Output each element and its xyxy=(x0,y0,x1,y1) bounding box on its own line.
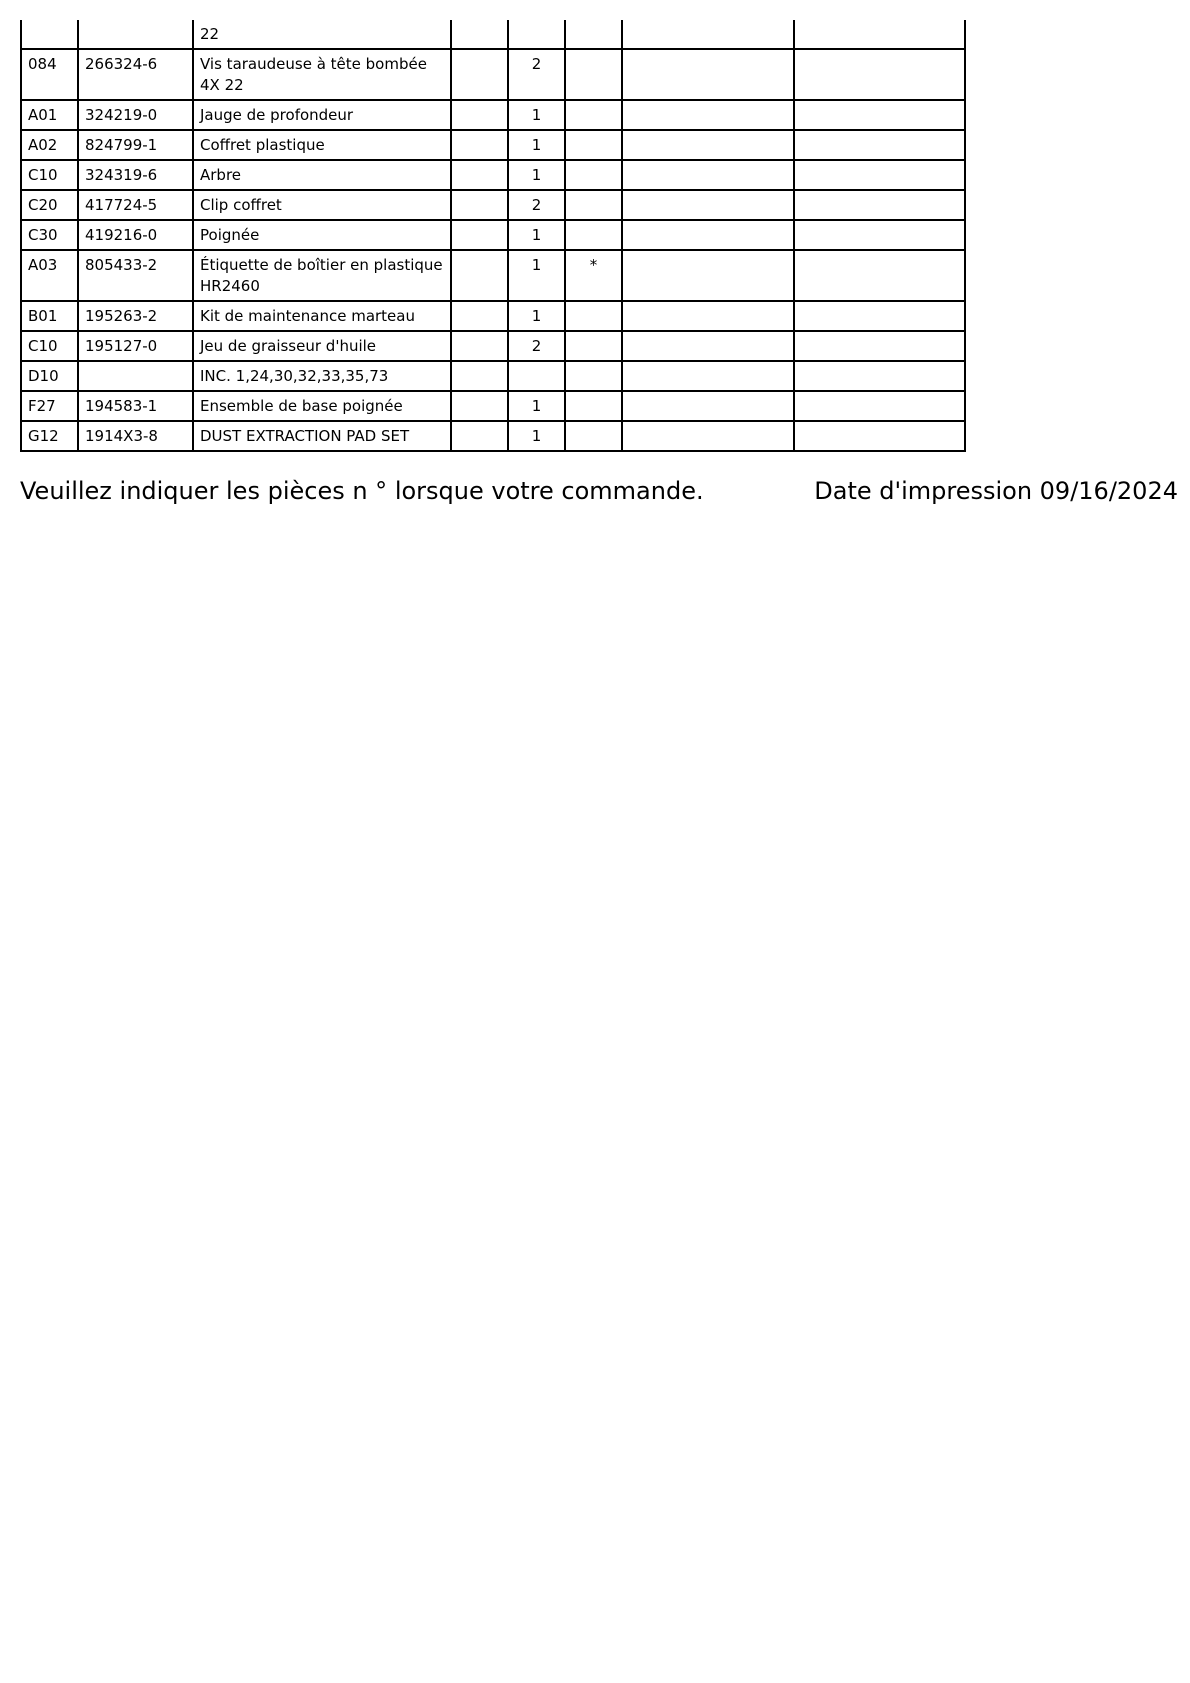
order-instruction: Veuillez indiquer les pièces n ° lorsque votre commande. xyxy=(20,477,704,505)
table-row xyxy=(21,421,965,451)
part-number-cell: 805433-2 xyxy=(78,250,193,301)
description-cell: Jauge de profondeur xyxy=(193,100,451,130)
description-cell: Étiquette de boîtier en plastique HR2460 xyxy=(193,250,451,301)
blank-cell xyxy=(794,361,965,391)
blank-cell xyxy=(622,20,794,49)
blank-cell xyxy=(622,49,794,100)
description-cell: Arbre xyxy=(193,160,451,190)
blank-cell xyxy=(451,160,508,190)
ref-cell: C10 xyxy=(21,331,78,361)
blank-cell xyxy=(622,421,794,451)
ref-cell: F27 xyxy=(21,391,78,421)
description-cell: INC. 1,24,30,32,33,35,73 xyxy=(193,361,451,391)
blank-cell xyxy=(794,49,965,100)
quantity-cell: 1 xyxy=(508,130,565,160)
quantity-cell: 2 xyxy=(508,190,565,220)
blank-cell xyxy=(794,20,965,49)
blank-cell xyxy=(622,160,794,190)
ref-cell: C20 xyxy=(21,190,78,220)
quantity-cell: 1 xyxy=(508,250,565,301)
part-number-cell xyxy=(78,20,193,49)
ref-cell: C10 xyxy=(21,160,78,190)
table-row xyxy=(21,220,965,250)
quantity-cell: 2 xyxy=(508,331,565,361)
description-cell: Clip coffret xyxy=(193,190,451,220)
description-cell: Poignée xyxy=(193,220,451,250)
description-cell: Kit de maintenance marteau xyxy=(193,301,451,331)
ref-cell: G12 xyxy=(21,421,78,451)
part-number-cell: 1914X3-8 xyxy=(78,421,193,451)
note-cell xyxy=(565,160,622,190)
table-row xyxy=(21,331,965,361)
note-cell xyxy=(565,301,622,331)
note-cell xyxy=(565,130,622,160)
quantity-cell xyxy=(508,361,565,391)
blank-cell xyxy=(794,160,965,190)
note-cell xyxy=(565,421,622,451)
note-cell: * xyxy=(565,250,622,301)
description-cell: Ensemble de base poignée xyxy=(193,391,451,421)
table-row xyxy=(21,361,965,391)
blank-cell xyxy=(622,130,794,160)
blank-cell xyxy=(794,100,965,130)
blank-cell xyxy=(451,49,508,100)
ref-cell: A01 xyxy=(21,100,78,130)
note-cell xyxy=(565,361,622,391)
print-date: Date d'impression 09/16/2024 xyxy=(814,477,1178,505)
ref-cell: A02 xyxy=(21,130,78,160)
quantity-cell: 1 xyxy=(508,301,565,331)
table-row xyxy=(21,391,965,421)
note-cell xyxy=(565,391,622,421)
part-number-cell: 194583-1 xyxy=(78,391,193,421)
ref-cell: A03 xyxy=(21,250,78,301)
blank-cell xyxy=(622,331,794,361)
table-row xyxy=(21,190,965,220)
description-cell: Vis taraudeuse à tête bombée 4X 22 xyxy=(193,49,451,100)
blank-cell xyxy=(451,20,508,49)
blank-cell xyxy=(451,361,508,391)
quantity-cell: 2 xyxy=(508,49,565,100)
blank-cell xyxy=(622,301,794,331)
quantity-cell: 1 xyxy=(508,391,565,421)
blank-cell xyxy=(622,391,794,421)
blank-cell xyxy=(794,220,965,250)
blank-cell xyxy=(794,301,965,331)
parts-table-body xyxy=(21,20,965,451)
description-cell: Jeu de graisseur d'huile xyxy=(193,331,451,361)
blank-cell xyxy=(794,421,965,451)
quantity-cell: 1 xyxy=(508,421,565,451)
note-cell xyxy=(565,49,622,100)
note-cell xyxy=(565,331,622,361)
table-row xyxy=(21,301,965,331)
part-number-cell: 195263-2 xyxy=(78,301,193,331)
table-row xyxy=(21,160,965,190)
description-cell: 22 xyxy=(193,20,451,49)
note-cell xyxy=(565,20,622,49)
quantity-cell: 1 xyxy=(508,160,565,190)
blank-cell xyxy=(451,331,508,361)
blank-cell xyxy=(451,130,508,160)
note-cell xyxy=(565,220,622,250)
blank-cell xyxy=(451,100,508,130)
part-number-cell: 324319-6 xyxy=(78,160,193,190)
blank-cell xyxy=(794,190,965,220)
blank-cell xyxy=(451,421,508,451)
blank-cell xyxy=(794,331,965,361)
blank-cell xyxy=(451,391,508,421)
blank-cell xyxy=(451,190,508,220)
blank-cell xyxy=(622,220,794,250)
table-row xyxy=(21,100,965,130)
ref-cell: C30 xyxy=(21,220,78,250)
blank-cell xyxy=(622,100,794,130)
ref-cell xyxy=(21,20,78,49)
table-row xyxy=(21,49,965,100)
part-number-cell xyxy=(78,361,193,391)
table-row xyxy=(21,130,965,160)
blank-cell xyxy=(794,391,965,421)
description-cell: Coffret plastique xyxy=(193,130,451,160)
ref-cell: 084 xyxy=(21,49,78,100)
blank-cell xyxy=(622,361,794,391)
quantity-cell xyxy=(508,20,565,49)
part-number-cell: 324219-0 xyxy=(78,100,193,130)
ref-cell: D10 xyxy=(21,361,78,391)
blank-cell xyxy=(451,250,508,301)
blank-cell xyxy=(451,220,508,250)
note-cell xyxy=(565,100,622,130)
table-row xyxy=(21,250,965,301)
parts-table xyxy=(20,20,966,452)
blank-cell xyxy=(794,130,965,160)
blank-cell xyxy=(451,301,508,331)
part-number-cell: 195127-0 xyxy=(78,331,193,361)
blank-cell xyxy=(622,190,794,220)
part-number-cell: 419216-0 xyxy=(78,220,193,250)
quantity-cell: 1 xyxy=(508,100,565,130)
part-number-cell: 417724-5 xyxy=(78,190,193,220)
part-number-cell: 824799-1 xyxy=(78,130,193,160)
table-row xyxy=(21,20,965,49)
blank-cell xyxy=(622,250,794,301)
note-cell xyxy=(565,190,622,220)
blank-cell xyxy=(794,250,965,301)
part-number-cell: 266324-6 xyxy=(78,49,193,100)
quantity-cell: 1 xyxy=(508,220,565,250)
description-cell: DUST EXTRACTION PAD SET xyxy=(193,421,451,451)
ref-cell: B01 xyxy=(21,301,78,331)
